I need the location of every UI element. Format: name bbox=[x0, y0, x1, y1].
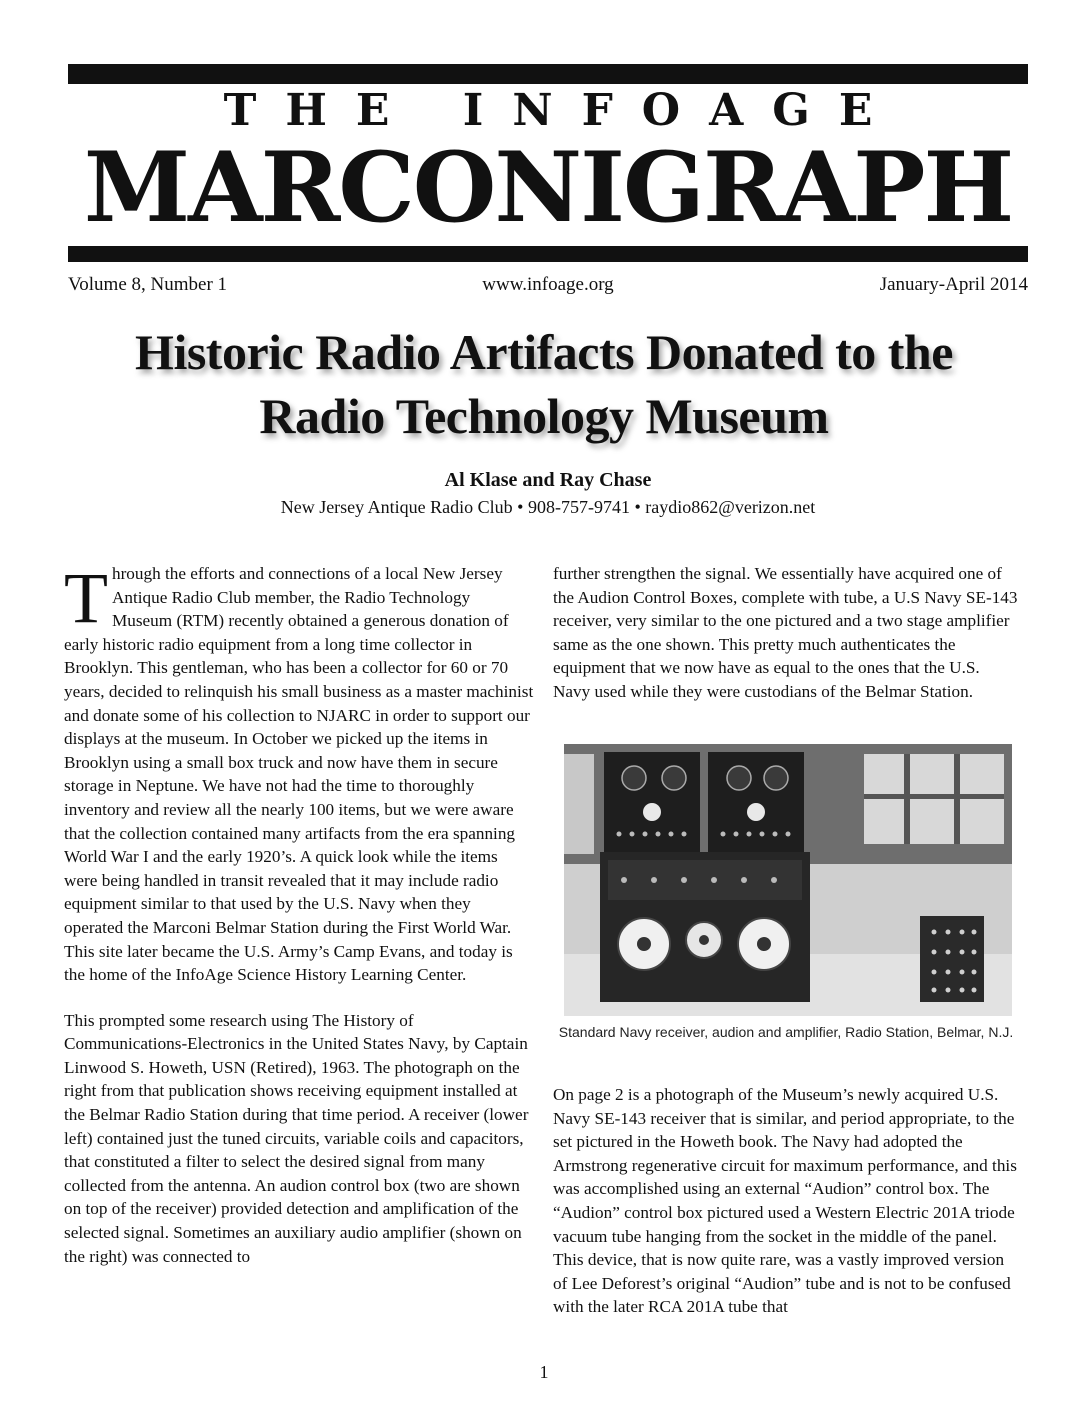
issue-date: January-April 2014 bbox=[879, 274, 1028, 295]
page-number: 1 bbox=[539, 1362, 549, 1382]
paragraph-1 bbox=[64, 558, 534, 987]
paragraph-2: This prompted some research using The History of Communications-Electronics in the United States Navy, by Captain Linwood S. Howeth, USN (Retired), 1963. The photograph on the right from that publication shows receiving equipment installed at the Belmar Radio Station during that time period. A receiver (lower left) contained just the tuned circuits, variable coils and capacitors, that constituted a filter to select the desired signal from many collected from the antenna. An audion control box (two are shown on top of the receiver) provided detection and amplification of the selected signal. Sometimes an auxiliary audio amplifier (shown on the right) was connected to bbox=[64, 1010, 529, 1266]
right-column-bottom bbox=[553, 1083, 1019, 1319]
masthead-subtitle: THE INFOAGE bbox=[223, 85, 902, 136]
volume-number: Volume 8, Number 1 bbox=[68, 274, 228, 295]
radio-equipment-photo bbox=[564, 744, 1012, 1016]
right-column-top bbox=[553, 562, 1019, 704]
issue-info-line bbox=[68, 272, 1028, 298]
masthead-top-rule bbox=[68, 64, 1028, 84]
photo-illustration bbox=[564, 744, 1012, 1016]
paragraph-1-text: hrough the efforts and connections of a local New Jersey Antique Radio Club member, the Radio Technology Museum (RTM) recently obtained a generous donation of early historic radio equipment from a long time collector in Brooklyn. This gentleman, who has been a collector for 60 or 70 years, decided to relinquish his small business as a master machinist and donate some of his collection to NJARC in order to support our displays at the museum. In October we picked up the items in Brooklyn using a small box truck and now have them in secure storage in Neptune. We have not had the time to thoroughly inventory and review all the nearly 100 items, but we were aware that the collection contained many artifacts from the era spanning World War I and the early 1920’s. A quick look while the items were being handled in transit revealed that it may include radio equipment similar to that used by the U.S. Navy when they operated the Marconi Belmar Station during the First World War. This site later became the U.S. Army’s Camp Evans, and today is the home of the InfoAge Science History Learning Center. bbox=[64, 564, 534, 985]
article-headline bbox=[40, 320, 1048, 448]
paragraph-3: further strengthen the signal. We essentially have acquired one of the Audion Control Boxes, complete with tube, a U.S Navy SE-143 receiver, very similar to the one pictured and a two stage amplifier same as the one shown. This pretty much authenticates the equipment that we now have as equal to the ones that the U.S. Navy used while they were custodians of the Belmar Station. bbox=[553, 564, 1018, 701]
headline-line-2: Radio Technology Museum bbox=[259, 388, 829, 444]
website-link[interactable]: www.infoage.org bbox=[482, 274, 614, 295]
paragraph-4: On page 2 is a photograph of the Museum’s newly acquired U.S. Navy SE-143 receiver that is similar, and period appropriate, to the set pictured in the Howeth book. The Navy had adopted the Armstrong regenerative circuit for maximum performance, and this was accomplished using an external “Audion” control box. The “Audion” control box pictured used a Western Electric 201A triode vacuum tube hanging from the socket in the middle of the panel. This device, that is now quite rare, was a vastly improved version of Lee Deforest’s original “Audion” tube and is not to be confused with the later RCA 201A tube that bbox=[553, 1085, 1017, 1317]
author-affiliation: New Jersey Antique Radio Club • 908-757-9741 • raydio862@verizon.net bbox=[280, 497, 816, 517]
masthead-title: MARCONIGRAPH bbox=[83, 131, 1013, 244]
headline-line-1: Historic Radio Artifacts Donated to the bbox=[135, 324, 953, 380]
photo-caption: Standard Navy receiver, audion and amplifier, Radio Station, Belmar, N.J. bbox=[558, 1024, 1014, 1040]
drop-cap: T bbox=[64, 558, 108, 638]
left-column bbox=[64, 558, 534, 1268]
article-authors: Al Klase and Ray Chase bbox=[444, 469, 652, 491]
masthead-bottom-rule bbox=[68, 246, 1028, 262]
